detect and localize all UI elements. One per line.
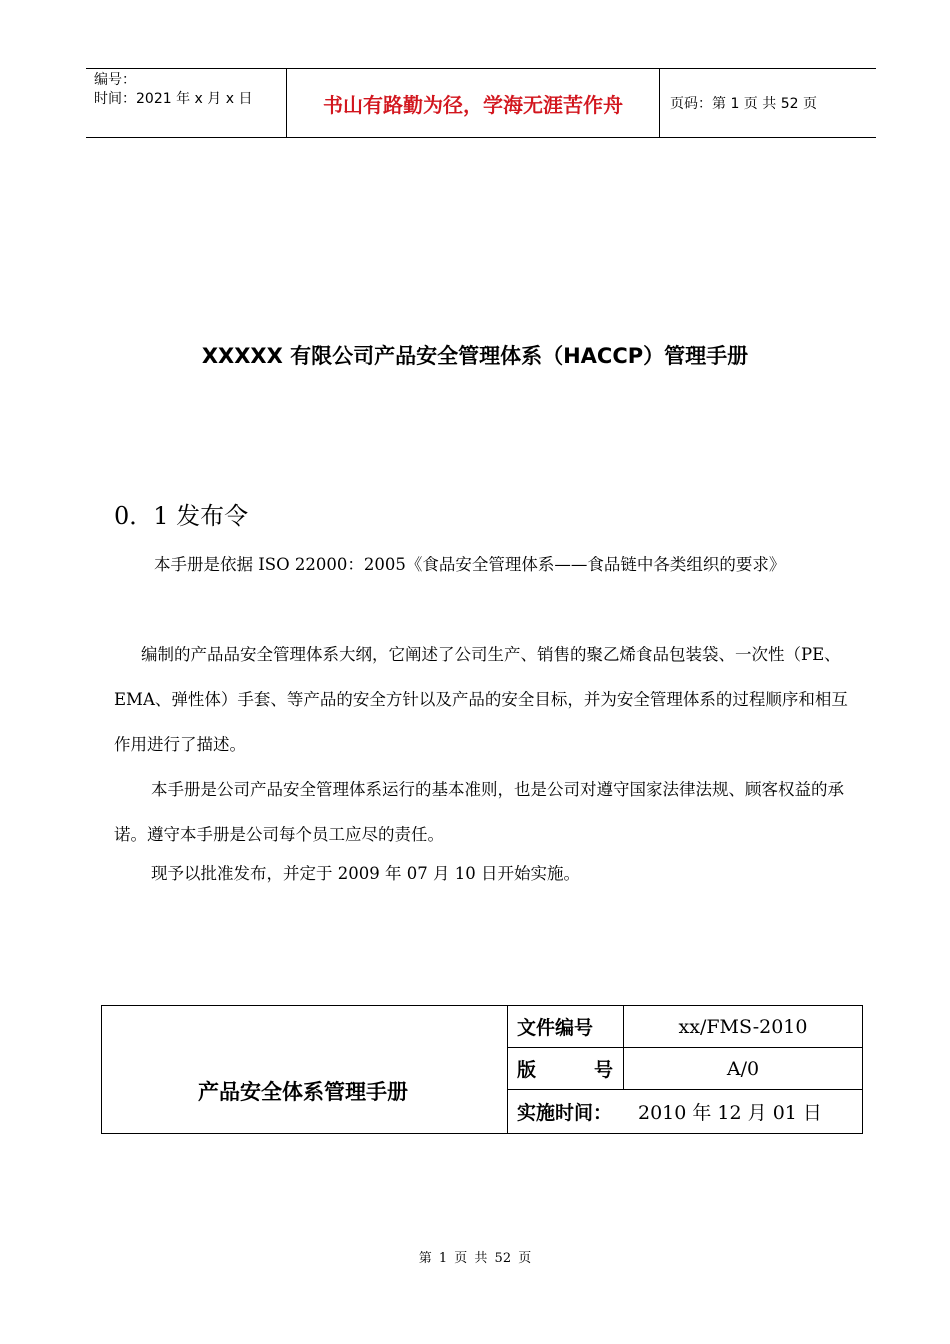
version-label-part: 号 [593,1059,613,1081]
effective-date-label: 实施时间： [517,1102,613,1124]
effective-date-value: 2010 年 12 月 01 日 [638,1102,822,1124]
paragraph: 现予以批准发布，并定于 2009 年 07 月 10 日开始实施。 [151,864,580,883]
manual-name: 产品安全体系管理手册 [198,1080,408,1104]
document-info-table [101,1005,863,1134]
doc-number-row [508,1006,862,1048]
header-motto: 书山有路勤为径，学海无涯苦作舟 [286,69,660,137]
date-line: 时间：2021 年 x 月 x 日 [94,91,253,107]
number-label: 编号： [94,72,136,88]
header-meta [86,69,286,137]
version-label [508,1048,624,1089]
paragraph: 编制的产品品安全管理体系大纲，它阐述了公司生产、销售的聚乙烯食品包装袋、一次性（PE、EMA、弹性体）手套、等产品的安全方针以及产品的安全目标，并为安全管理体系的过程顺序和相互作用进行了描述。 [114,645,848,754]
doc-number-value: xx/FMS-2010 [678,1015,808,1038]
document-title: XXXXX 有限公司产品安全管理体系（HACCP）管理手册 [201,344,749,368]
version-value: A/0 [726,1057,760,1080]
effective-date-row [508,1090,862,1133]
page-footer: 第 1 页 共 52 页 [418,1251,532,1266]
paragraph: 本手册是依据 ISO 22000：2005《食品安全管理体系——食品链中各类组织的要求》 [154,555,786,574]
paragraph: 本手册是公司产品安全管理体系运行的基本准则，也是公司对遵守国家法律法规、顾客权益的承诺。遵守本手册是公司每个员工应尽的责任。 [114,780,844,844]
header-page-info: 页码：第 1 页 共 52 页 [670,96,817,112]
page-header [86,68,876,138]
version-label-part: 版 [517,1059,537,1081]
version-row [508,1048,862,1090]
section-heading: 0．1 发布令 [114,502,249,530]
manual-name-cell [102,1006,508,1133]
doc-number-label: 文件编号 [508,1006,624,1047]
